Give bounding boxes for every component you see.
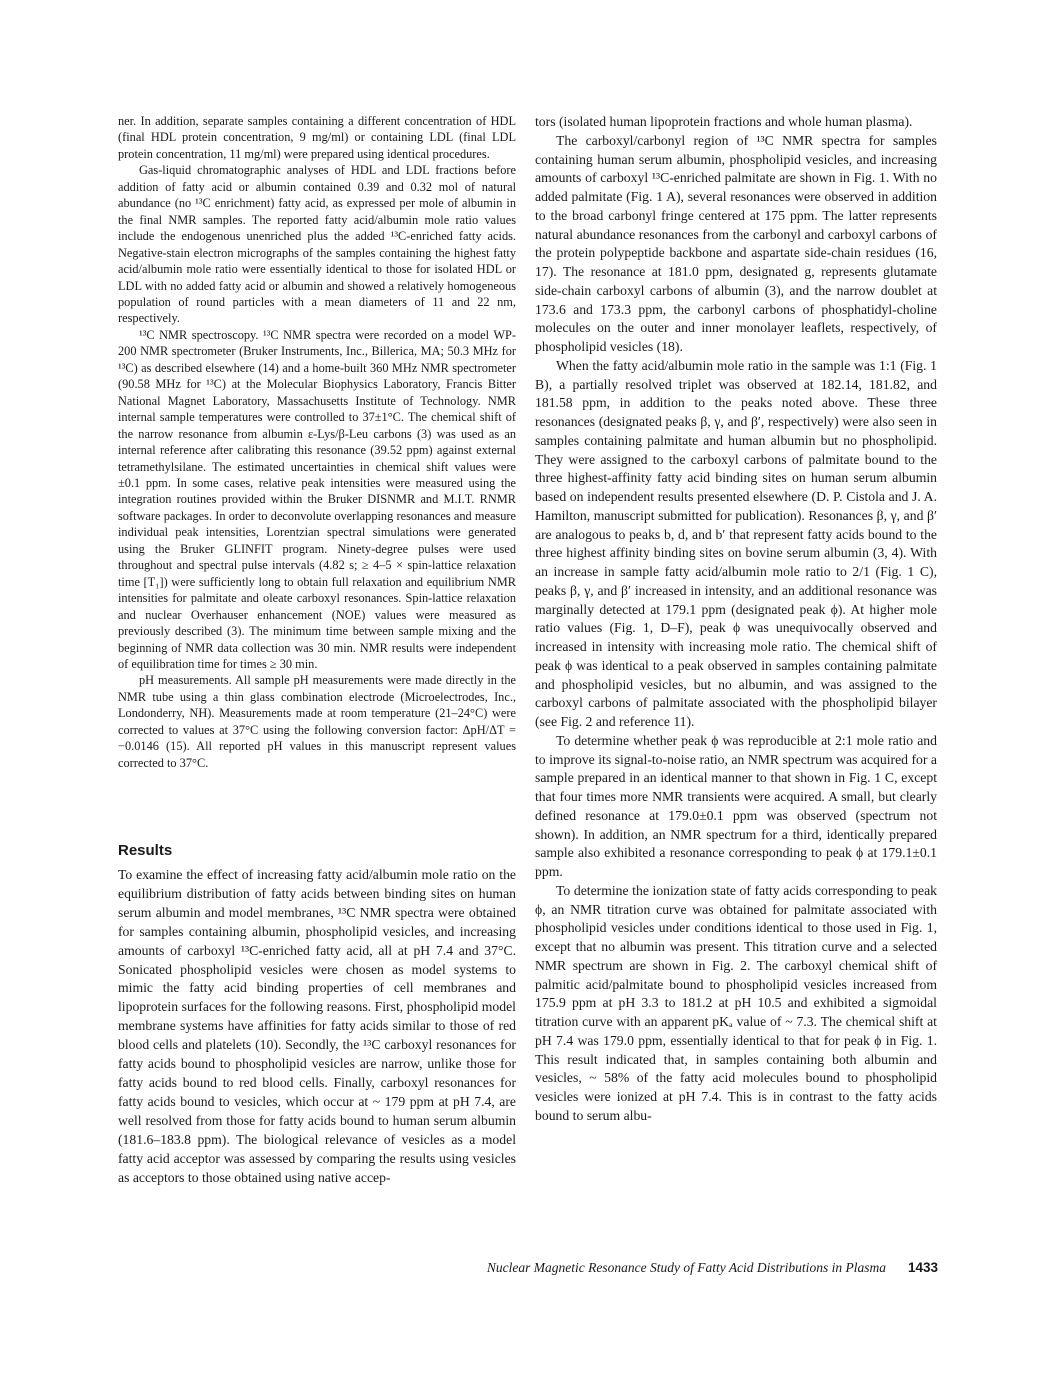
paragraph-ionization: To determine the ionization state of fatty acids corresponding to peak ϕ, an NMR titration curve was obtained for palmitate associated with phospholipid vesicles under conditions identical to those used in Fig. 1, except that no albumin was present. This titration curve and a selected NMR spectrum are shown in Fig. 2. The carboxyl chemical shift of palmitic acid/palmitate bound to phospholipid vesicles increased from 175.9 ppm at pH 3.3 to 181.2 at pH 10.5 and exhibited a sigmoidal titration curve with an apparent pKₐ value of ~ 7.3. The chemical shift at pH 7.4 was 179.0 ppm, essentially identical to that for peak ϕ in Fig. 1. This result indicated that, in samples containing both albumin and vesicles, ~ 58% of the fatty acid molecules bound to phospholipid vesicles were ionized at pH 7.4. This is in contrast to the fatty acids bound to serum albu-: [535, 882, 937, 1123]
page-number: 1433: [907, 1260, 938, 1275]
running-title: Nuclear Magnetic Resonance Study of Fatty Acid Distributions in Plasma: [486, 1260, 886, 1275]
paragraph-carboxyl-region: The carboxyl/carbonyl region of ¹³C NMR spectra for samples containing human serum albumin, phospholipid vesicles, and increasing amounts of carboxyl ¹³C-enriched palmitate are shown in Fig. 1. With no added palmitate (Fig. 1 A), several resonances were observed in addition to the broad carbonyl fringe centered at 175 ppm. The latter represents natural abundance resonances from the carbonyl and carboxyl carbons of the protein polypeptide backbone and aspartate side-chain residues (16, 17). The resonance at 181.0 ppm, designated g, represents glutamate side-chain carboxyl carbons of albumin (3), and the narrow doublet at 173.6 and 173.3 ppm, the carbonyl carbons of phosphatidyl-choline molecules on the outer and inner monolayer leaflets, respectively, of phospholipid vesicles (18).: [535, 132, 937, 354]
left-column-methods: [118, 113, 516, 771]
paragraph-nmr-spectroscopy: ¹³C NMR spectroscopy. ¹³C NMR spectra were recorded on a model WP-200 NMR spectrometer (Bruker Instruments, Inc., Billerica, MA; 50.3 MHz for ¹³C) as described elsewhere (14) and a home-built 360 MHz NMR spectrometer (90.58 MHz for ¹³C) at the Molecular Biophysics Laboratory, Francis Bitter National Magnet Laboratory, Massachusetts Institute of Technology. NMR internal sample temperatures were controlled to 37±1°C. The chemical shift of the narrow resonance from albumin ε-Lys/β-Leu carbons (3) was used as an internal reference after calibrating this resonance (39.52 ppm) against external tetramethylsilane. The estimated uncertainties in chemical shift values were ±0.1 ppm. In some cases, relative peak intensities were measured using the integration routines provided within the Bruker DISNMR and M.I.T. RNMR software packages. In order to deconvolute overlapping resonances and measure individual peak intensities, Lorentzian spectral simulations were generated using the Bruker GLINFIT program. Ninety-degree pulses were used throughout and spectral pulse intervals (4.82 s; ≥ 4–5 × spin-lattice relaxation time [T₁]) were sufficiently long to obtain full relaxation and equilibrium NMR intensities for palmitate and oleate carboxyl resonances. Spin-lattice relaxation and nuclear Overhauser enhancement (NOE) values were measured as previously described (3). The minimum time between sample mixing and the beginning of NMR data collection was 30 min. NMR results were independent of equilibration time for times ≥ 30 min.: [118, 327, 516, 671]
paragraph-reproducibility: To determine whether peak ϕ was reproducible at 2:1 mole ratio and to improve its signal-to-noise ratio, an NMR spectrum was acquired for a sample prepared in an identical manner to that shown in Fig. 1 C, except that four times more NMR transients were acquired. A small, but clearly defined resonance at 179.0±0.1 ppm was observed (spectrum not shown). In addition, an NMR spectrum for a third, identically prepared sample also exhibited a resonance corresponding to peak ϕ at 179.1±0.1 ppm.: [535, 732, 937, 879]
paragraph-mole-ratio: When the fatty acid/albumin mole ratio in the sample was 1:1 (Fig. 1 B), a partially resolved triplet was observed at 182.14, 181.82, and 181.58 ppm, in addition to the peaks noted above. These three resonances (designated peaks β, γ, and β′, respectively) were also seen in samples containing palmitate and human albumin but no phospholipid. They were assigned to the carboxyl carbons of palmitate bound to the three highest-affinity fatty acid binding sites on human serum albumin based on independent results presented elsewhere (D. P. Cistola and J. A. Hamilton, manuscript submitted for publication). Resonances β, γ, and β′ are analogous to peaks b, d, and b′ that represent fatty acids bound to the three highest affinity binding sites on bovine serum albumin (3, 4). With an increase in sample fatty acid/albumin mole ratio to 2/1 (Fig. 1 C), peaks β, γ, and β′ increased in intensity, and an additional resonance was marginally detected at 179.1 ppm (designated peak ϕ). At higher mole ratio values (Fig. 1, D–F), peak ϕ was unequivocally observed and increased in intensity with increasing mole ratio. The chemical shift of peak ϕ was identical to a peak observed in samples containing palmitate and phospholipid vesicles, but no albumin, and was assigned to the carboxyl carbons of palmitate associated with the phospholipid bilayer (see Fig. 2 and reference 11).: [535, 357, 937, 729]
right-column: [535, 113, 937, 1126]
left-column-results: [118, 866, 516, 1187]
page-footer: [487, 1260, 938, 1276]
results-heading: Results: [118, 842, 173, 859]
paragraph-ph-measurements: pH measurements. All sample pH measurements were made directly in the NMR tube using a thin glass combination electrode (Microelectrodes, Inc., Londonderry, NH). Measurements made at room temperature (21–24°C) were corrected to values at 37°C using the following conversion factor: ΔpH/ΔT = −0.0146 (15). All reported pH values in this manuscript represent values corrected to 37°C.: [118, 673, 516, 770]
paragraph-samples: ner. In addition, separate samples containing a different concentration of HDL (final HDL protein concentration, 9 mg/ml) or containing LDL (final LDL protein concentration, 11 mg/ml) were prepared using identical procedures.: [118, 114, 516, 161]
paragraph-continuation: tors (isolated human lipoprotein fractions and whole human plasma).: [535, 114, 913, 129]
paragraph-chromatography: Gas-liquid chromatographic analyses of HDL and LDL fractions before addition of fatty acid or albumin contained 0.39 and 0.32 mol of natural abundance (no ¹³C enrichment) fatty acid, as expressed per mole of albumin in the final NMR samples. The reported fatty acid/albumin mole ratio values include the endogenous unenriched plus the added ¹³C-enriched fatty acids. Negative-stain electron micrographs of the samples containing the highest fatty acid/albumin mole ratio were essentially identical to those for isolated HDL or LDL with no added fatty acid or albumin and showed a relatively homogeneous population of round particles with a mean diameters of 11 and 22 nm, respectively.: [118, 163, 516, 326]
paragraph-results-intro: To examine the effect of increasing fatty acid/albumin mole ratio on the equilibrium distribution of fatty acids between binding sites on human serum albumin and model membranes, ¹³C NMR spectra were obtained for samples containing albumin, phospholipid vesicles, and increasing amounts of carboxyl ¹³C-enriched fatty acid, all at pH 7.4 and 37°C. Sonicated phospholipid vesicles were chosen as model systems to mimic the fatty acid binding properties of cell membranes and lipoprotein surfaces for the following reasons. First, phospholipid model membrane systems have affinities for fatty acids similar to those of red blood cells and platelets (10). Secondly, the ¹³C carboxyl resonances for fatty acids bound to phospholipid vesicles are narrow, unlike those for fatty acids bound to red blood cells. Finally, carboxyl resonances for fatty acids bound to vesicles, which occur at ~ 179 ppm at pH 7.4, are well resolved from those for fatty acids bound to human serum albumin (181.6–183.8 ppm). The biological relevance of vesicles as a model fatty acid acceptor was assessed by comparing the results using vesicles as acceptors to those obtained using native accep-: [118, 867, 516, 1185]
